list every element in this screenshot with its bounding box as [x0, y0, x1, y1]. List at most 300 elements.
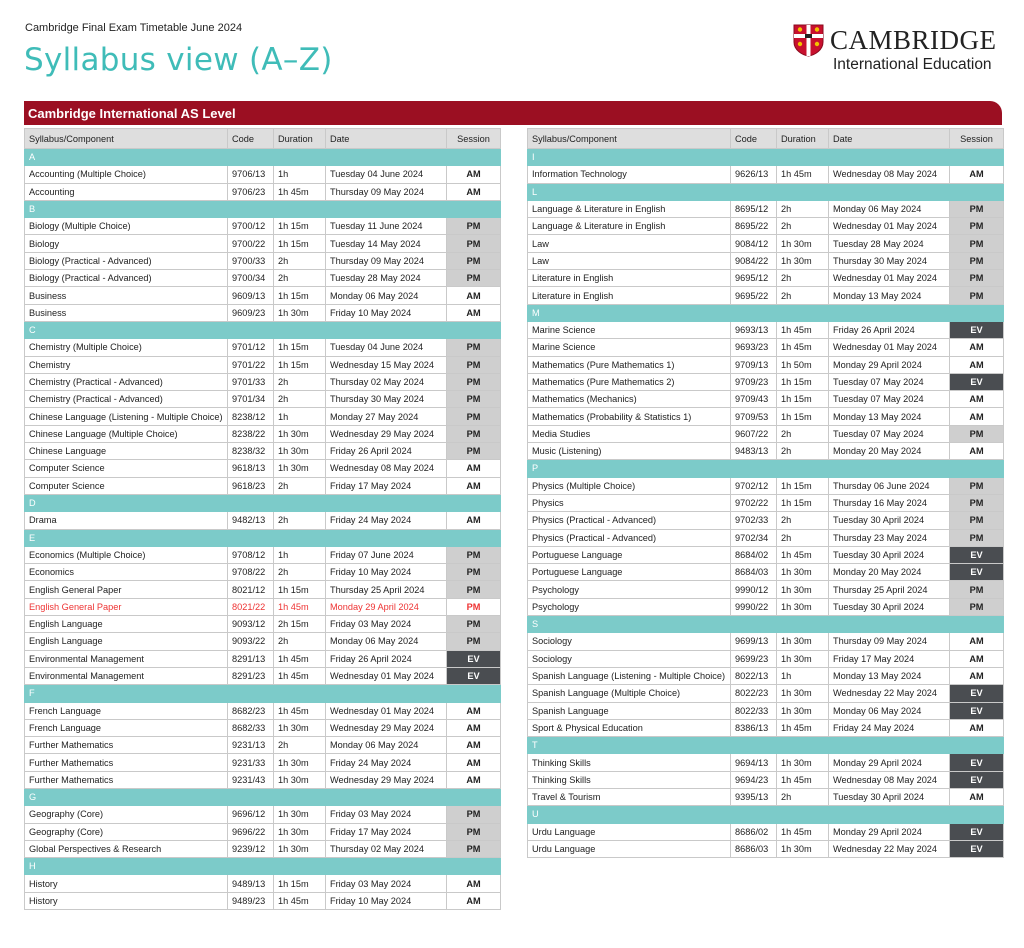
cell-code: 9706/23 [228, 183, 274, 200]
cell-duration: 1h 45m [274, 183, 326, 200]
cell-code: 9708/22 [228, 564, 274, 581]
cell-syllabus: Further Mathematics [25, 754, 228, 771]
cell-code: 8291/23 [228, 667, 274, 684]
cell-session: EV [950, 321, 1004, 338]
table-row [25, 443, 501, 460]
cell-duration: 1h 30m [777, 650, 829, 667]
cell-syllabus: Drama [25, 512, 228, 529]
cell-duration: 1h [777, 667, 829, 684]
cell-syllabus: Geography (Core) [25, 823, 228, 840]
cell-date: Thursday 16 May 2024 [829, 494, 950, 511]
cell-duration: 1h [274, 546, 326, 563]
timetable-left [24, 128, 501, 910]
cell-syllabus: Economics [25, 564, 228, 581]
cell-date: Tuesday 28 May 2024 [829, 235, 950, 252]
section-letter: I [528, 149, 1004, 166]
cell-code: 9709/53 [731, 408, 777, 425]
cell-date: Monday 20 May 2024 [829, 443, 950, 460]
cell-syllabus: Language & Literature in English [528, 218, 731, 235]
cell-session: PM [950, 218, 1004, 235]
col-header-duration: Duration [274, 129, 326, 149]
section-letter: M [528, 304, 1004, 321]
table-row [528, 287, 1004, 304]
cell-code: 9694/13 [731, 754, 777, 771]
cell-session: AM [447, 477, 501, 494]
cell-date: Wednesday 08 May 2024 [829, 166, 950, 183]
cell-code: 9618/23 [228, 477, 274, 494]
cell-session: PM [447, 391, 501, 408]
section-letter-row [25, 149, 501, 166]
table-row [528, 252, 1004, 269]
cell-code: 9708/12 [228, 546, 274, 563]
cell-session: PM [447, 633, 501, 650]
section-letter-row [25, 200, 501, 217]
cell-session: PM [447, 443, 501, 460]
cell-syllabus: Psychology [528, 581, 731, 598]
table-row [25, 581, 501, 598]
cell-date: Monday 06 May 2024 [326, 287, 447, 304]
table-row [528, 373, 1004, 390]
table-row [528, 166, 1004, 183]
cell-session: AM [447, 183, 501, 200]
cell-code: 9706/13 [228, 166, 274, 183]
cell-session: PM [447, 598, 501, 615]
cell-session: PM [447, 270, 501, 287]
cell-date: Thursday 30 May 2024 [829, 252, 950, 269]
logo-wordmark: CAMBRIDGE [830, 25, 997, 55]
cell-syllabus: French Language [25, 702, 228, 719]
cell-syllabus: Psychology [528, 598, 731, 615]
cell-code: 9231/33 [228, 754, 274, 771]
cell-syllabus: Spanish Language (Listening - Multiple Choice) [528, 667, 731, 684]
cell-date: Thursday 23 May 2024 [829, 529, 950, 546]
table-row [25, 840, 501, 857]
cell-code: 9084/12 [731, 235, 777, 252]
col-header-session: Session [447, 129, 501, 149]
cell-syllabus: Environmental Management [25, 667, 228, 684]
cell-duration: 1h 30m [274, 754, 326, 771]
cell-date: Friday 10 May 2024 [326, 892, 447, 909]
table-row [25, 823, 501, 840]
cell-date: Tuesday 14 May 2024 [326, 235, 447, 252]
table-row [528, 408, 1004, 425]
cell-code: 9693/23 [731, 339, 777, 356]
cell-date: Wednesday 08 May 2024 [326, 460, 447, 477]
table-header-row [528, 129, 1004, 149]
cambridge-shield-icon [793, 24, 824, 57]
cell-duration: 1h 30m [274, 806, 326, 823]
table-row [25, 218, 501, 235]
cell-date: Thursday 02 May 2024 [326, 373, 447, 390]
cell-duration: 1h 45m [777, 719, 829, 736]
cell-session: PM [950, 235, 1004, 252]
section-letter-row [25, 321, 501, 338]
cell-syllabus: Biology [25, 235, 228, 252]
cell-duration: 1h 15m [777, 373, 829, 390]
section-letter-row [25, 858, 501, 875]
table-row [528, 598, 1004, 615]
cell-code: 9489/23 [228, 892, 274, 909]
cell-duration: 2h [777, 512, 829, 529]
table-row [528, 581, 1004, 598]
cell-code: 9702/12 [731, 477, 777, 494]
table-row [25, 477, 501, 494]
section-letter-row [528, 737, 1004, 754]
level-banner-label: Cambridge International AS Level [28, 106, 236, 121]
cell-code: 9700/12 [228, 218, 274, 235]
cell-date: Monday 06 May 2024 [326, 633, 447, 650]
cell-syllabus: Spanish Language [528, 702, 731, 719]
cell-code: 9694/23 [731, 771, 777, 788]
table-row [528, 529, 1004, 546]
cell-duration: 2h [274, 512, 326, 529]
cell-code: 8695/22 [731, 218, 777, 235]
cell-duration: 1h 15m [777, 391, 829, 408]
cell-duration: 1h 45m [274, 702, 326, 719]
section-letter: U [528, 806, 1004, 823]
table-row [25, 270, 501, 287]
cell-session: PM [447, 823, 501, 840]
cell-date: Friday 17 May 2024 [829, 650, 950, 667]
cell-syllabus: Travel & Tourism [528, 788, 731, 805]
table-row [528, 564, 1004, 581]
cell-session: AM [950, 443, 1004, 460]
section-letter-row [528, 183, 1004, 200]
cell-date: Monday 29 April 2024 [829, 356, 950, 373]
section-letter-row [528, 149, 1004, 166]
cell-code: 9700/22 [228, 235, 274, 252]
table-row [528, 339, 1004, 356]
cell-date: Thursday 25 April 2024 [326, 581, 447, 598]
cell-code: 9607/22 [731, 425, 777, 442]
cell-syllabus: Chinese Language [25, 443, 228, 460]
cell-session: PM [447, 339, 501, 356]
cell-date: Wednesday 22 May 2024 [829, 840, 950, 857]
cell-syllabus: Physics (Practical - Advanced) [528, 512, 731, 529]
section-letter-row [25, 494, 501, 511]
table-row [25, 373, 501, 390]
table-row [25, 252, 501, 269]
cell-date: Thursday 30 May 2024 [326, 391, 447, 408]
table-row [25, 702, 501, 719]
table-row [528, 754, 1004, 771]
cell-duration: 1h 45m [274, 650, 326, 667]
cell-duration: 2h [274, 373, 326, 390]
cell-syllabus: English Language [25, 616, 228, 633]
cell-syllabus: Business [25, 287, 228, 304]
cell-date: Wednesday 01 May 2024 [326, 702, 447, 719]
table-row [528, 391, 1004, 408]
table-row [528, 270, 1004, 287]
cell-duration: 2h [777, 788, 829, 805]
cell-duration: 1h 30m [777, 685, 829, 702]
cell-session: AM [447, 304, 501, 321]
cell-session: PM [447, 840, 501, 857]
cell-duration: 1h 45m [274, 892, 326, 909]
section-letter: E [25, 529, 501, 546]
cell-syllabus: Language & Literature in English [528, 200, 731, 217]
cell-duration: 1h 45m [777, 321, 829, 338]
cell-syllabus: Law [528, 252, 731, 269]
cell-code: 9609/13 [228, 287, 274, 304]
section-letter-row [528, 616, 1004, 633]
cell-code: 9482/13 [228, 512, 274, 529]
table-row [25, 564, 501, 581]
cell-date: Tuesday 07 May 2024 [829, 373, 950, 390]
cell-duration: 1h 30m [777, 754, 829, 771]
cell-session: PM [950, 581, 1004, 598]
cell-syllabus: Business [25, 304, 228, 321]
cell-date: Thursday 09 May 2024 [829, 633, 950, 650]
cell-date: Monday 20 May 2024 [829, 564, 950, 581]
cell-session: AM [447, 771, 501, 788]
cell-session: AM [447, 875, 501, 892]
cell-duration: 1h 30m [274, 443, 326, 460]
table-row [25, 287, 501, 304]
cell-session: AM [447, 702, 501, 719]
col-header-date: Date [829, 129, 950, 149]
cell-syllabus: Physics (Multiple Choice) [528, 477, 731, 494]
cell-syllabus: French Language [25, 719, 228, 736]
cell-syllabus: Marine Science [528, 321, 731, 338]
cell-code: 8238/12 [228, 408, 274, 425]
cell-date: Friday 07 June 2024 [326, 546, 447, 563]
section-letter: B [25, 200, 501, 217]
cell-duration: 1h 30m [777, 840, 829, 857]
section-letter: P [528, 460, 1004, 477]
cell-syllabus: Thinking Skills [528, 754, 731, 771]
cell-code: 8022/33 [731, 702, 777, 719]
cell-duration: 1h 15m [777, 477, 829, 494]
cell-duration: 1h [274, 166, 326, 183]
cell-duration: 2h [274, 391, 326, 408]
table-row [528, 200, 1004, 217]
cell-syllabus: Further Mathematics [25, 771, 228, 788]
cell-code: 8021/12 [228, 581, 274, 598]
table-row [528, 512, 1004, 529]
cell-code: 8021/22 [228, 598, 274, 615]
cell-session: PM [447, 408, 501, 425]
cell-code: 8682/23 [228, 702, 274, 719]
cell-session: AM [950, 339, 1004, 356]
section-letter: T [528, 737, 1004, 754]
cell-code: 9609/23 [228, 304, 274, 321]
cell-session: EV [950, 823, 1004, 840]
cell-session: PM [447, 616, 501, 633]
cell-code: 9709/43 [731, 391, 777, 408]
cell-syllabus: Sport & Physical Education [528, 719, 731, 736]
col-header-code: Code [731, 129, 777, 149]
cell-session: AM [950, 788, 1004, 805]
cell-session: PM [447, 252, 501, 269]
cell-date: Monday 13 May 2024 [829, 408, 950, 425]
cell-syllabus: Information Technology [528, 166, 731, 183]
cell-syllabus: History [25, 892, 228, 909]
cell-session: EV [447, 667, 501, 684]
table-row [25, 616, 501, 633]
cell-session: PM [950, 529, 1004, 546]
col-header-date: Date [326, 129, 447, 149]
cell-date: Tuesday 30 April 2024 [829, 546, 950, 563]
cell-date: Thursday 02 May 2024 [326, 840, 447, 857]
cell-date: Tuesday 04 June 2024 [326, 339, 447, 356]
table-row [25, 166, 501, 183]
table-row [528, 840, 1004, 857]
cell-session: EV [447, 650, 501, 667]
cell-session: AM [447, 754, 501, 771]
cell-duration: 1h 30m [274, 460, 326, 477]
table-row [528, 650, 1004, 667]
table-row [25, 771, 501, 788]
table-row [25, 512, 501, 529]
cell-session: PM [950, 477, 1004, 494]
cell-duration: 2h [274, 564, 326, 581]
cell-code: 9618/13 [228, 460, 274, 477]
table-row [25, 408, 501, 425]
cell-session: EV [950, 754, 1004, 771]
cell-date: Wednesday 29 May 2024 [326, 719, 447, 736]
cell-syllabus: Physics [528, 494, 731, 511]
cell-date: Friday 17 May 2024 [326, 823, 447, 840]
cell-date: Friday 24 May 2024 [829, 719, 950, 736]
cell-date: Friday 03 May 2024 [326, 616, 447, 633]
cell-syllabus: Sociology [528, 633, 731, 650]
cell-code: 9231/43 [228, 771, 274, 788]
table-row [25, 546, 501, 563]
cell-duration: 2h [777, 200, 829, 217]
cell-duration: 1h 30m [777, 235, 829, 252]
cell-session: AM [447, 719, 501, 736]
table-row [528, 321, 1004, 338]
cell-duration: 1h 45m [274, 667, 326, 684]
cell-duration: 1h 30m [274, 823, 326, 840]
cell-syllabus: Biology (Practical - Advanced) [25, 270, 228, 287]
cell-session: EV [950, 373, 1004, 390]
cell-date: Friday 03 May 2024 [326, 806, 447, 823]
cell-duration: 1h 30m [777, 702, 829, 719]
cell-duration: 2h 15m [274, 616, 326, 633]
cell-date: Tuesday 11 June 2024 [326, 218, 447, 235]
table-row [528, 667, 1004, 684]
cell-date: Monday 29 April 2024 [829, 754, 950, 771]
cell-syllabus: Further Mathematics [25, 737, 228, 754]
cell-session: PM [950, 200, 1004, 217]
cell-date: Tuesday 30 April 2024 [829, 512, 950, 529]
cell-date: Friday 10 May 2024 [326, 564, 447, 581]
cell-code: 9701/12 [228, 339, 274, 356]
cell-date: Monday 13 May 2024 [829, 667, 950, 684]
cell-duration: 2h [777, 529, 829, 546]
cell-code: 9239/12 [228, 840, 274, 857]
cell-code: 9701/34 [228, 391, 274, 408]
cell-syllabus: Portuguese Language [528, 564, 731, 581]
cell-syllabus: Accounting [25, 183, 228, 200]
table-row [25, 737, 501, 754]
cell-duration: 1h 30m [777, 252, 829, 269]
cell-session: AM [447, 892, 501, 909]
cell-duration: 1h 45m [777, 546, 829, 563]
cell-session: PM [447, 806, 501, 823]
cell-date: Monday 06 May 2024 [829, 200, 950, 217]
table-row [528, 702, 1004, 719]
cell-code: 8386/13 [731, 719, 777, 736]
cell-code: 9093/12 [228, 616, 274, 633]
cell-session: PM [950, 270, 1004, 287]
cell-code: 9084/22 [731, 252, 777, 269]
table-row [528, 719, 1004, 736]
cell-date: Friday 24 May 2024 [326, 754, 447, 771]
cell-date: Wednesday 01 May 2024 [829, 270, 950, 287]
cell-session: AM [950, 650, 1004, 667]
cell-syllabus: Computer Science [25, 460, 228, 477]
cell-session: PM [950, 425, 1004, 442]
cell-syllabus: Literature in English [528, 270, 731, 287]
section-letter: H [25, 858, 501, 875]
cell-code: 9709/23 [731, 373, 777, 390]
cell-syllabus: Portuguese Language [528, 546, 731, 563]
cell-date: Tuesday 28 May 2024 [326, 270, 447, 287]
cell-duration: 1h 30m [777, 581, 829, 598]
cell-date: Wednesday 15 May 2024 [326, 356, 447, 373]
timetable-right [527, 128, 1004, 858]
cell-syllabus: Global Perspectives & Research [25, 840, 228, 857]
cell-session: AM [950, 356, 1004, 373]
col-header-session: Session [950, 129, 1004, 149]
cell-duration: 2h [274, 477, 326, 494]
cell-code: 8686/03 [731, 840, 777, 857]
cell-session: PM [447, 425, 501, 442]
cell-date: Thursday 25 April 2024 [829, 581, 950, 598]
cell-syllabus: Urdu Language [528, 823, 731, 840]
cell-syllabus: Environmental Management [25, 650, 228, 667]
cell-date: Wednesday 01 May 2024 [829, 339, 950, 356]
table-row [528, 235, 1004, 252]
cell-duration: 1h 45m [274, 598, 326, 615]
cell-session: AM [950, 391, 1004, 408]
cell-syllabus: Chinese Language (Multiple Choice) [25, 425, 228, 442]
cell-session: EV [950, 685, 1004, 702]
col-header-syllabus: Syllabus/Component [528, 129, 731, 149]
cell-syllabus: Chemistry [25, 356, 228, 373]
cell-duration: 1h 50m [777, 356, 829, 373]
table-header-row [25, 129, 501, 149]
table-row [528, 685, 1004, 702]
cell-syllabus: Chemistry (Practical - Advanced) [25, 391, 228, 408]
section-letter: S [528, 616, 1004, 633]
cell-code: 9700/33 [228, 252, 274, 269]
cell-duration: 1h 30m [777, 564, 829, 581]
cell-syllabus: History [25, 875, 228, 892]
cell-duration: 2h [777, 287, 829, 304]
col-header-code: Code [228, 129, 274, 149]
cell-syllabus: Physics (Practical - Advanced) [528, 529, 731, 546]
cell-code: 9093/22 [228, 633, 274, 650]
cell-session: AM [447, 512, 501, 529]
cell-date: Monday 13 May 2024 [829, 287, 950, 304]
cell-syllabus: Chinese Language (Listening - Multiple Choice) [25, 408, 228, 425]
cell-code: 9701/22 [228, 356, 274, 373]
col-header-syllabus: Syllabus/Component [25, 129, 228, 149]
table-row [25, 633, 501, 650]
cell-session: PM [447, 235, 501, 252]
cell-duration: 1h 15m [274, 287, 326, 304]
cell-duration: 1h [274, 408, 326, 425]
cell-date: Wednesday 01 May 2024 [829, 218, 950, 235]
cell-session: EV [950, 840, 1004, 857]
cell-code: 8682/33 [228, 719, 274, 736]
cell-session: PM [447, 218, 501, 235]
table-row [25, 183, 501, 200]
